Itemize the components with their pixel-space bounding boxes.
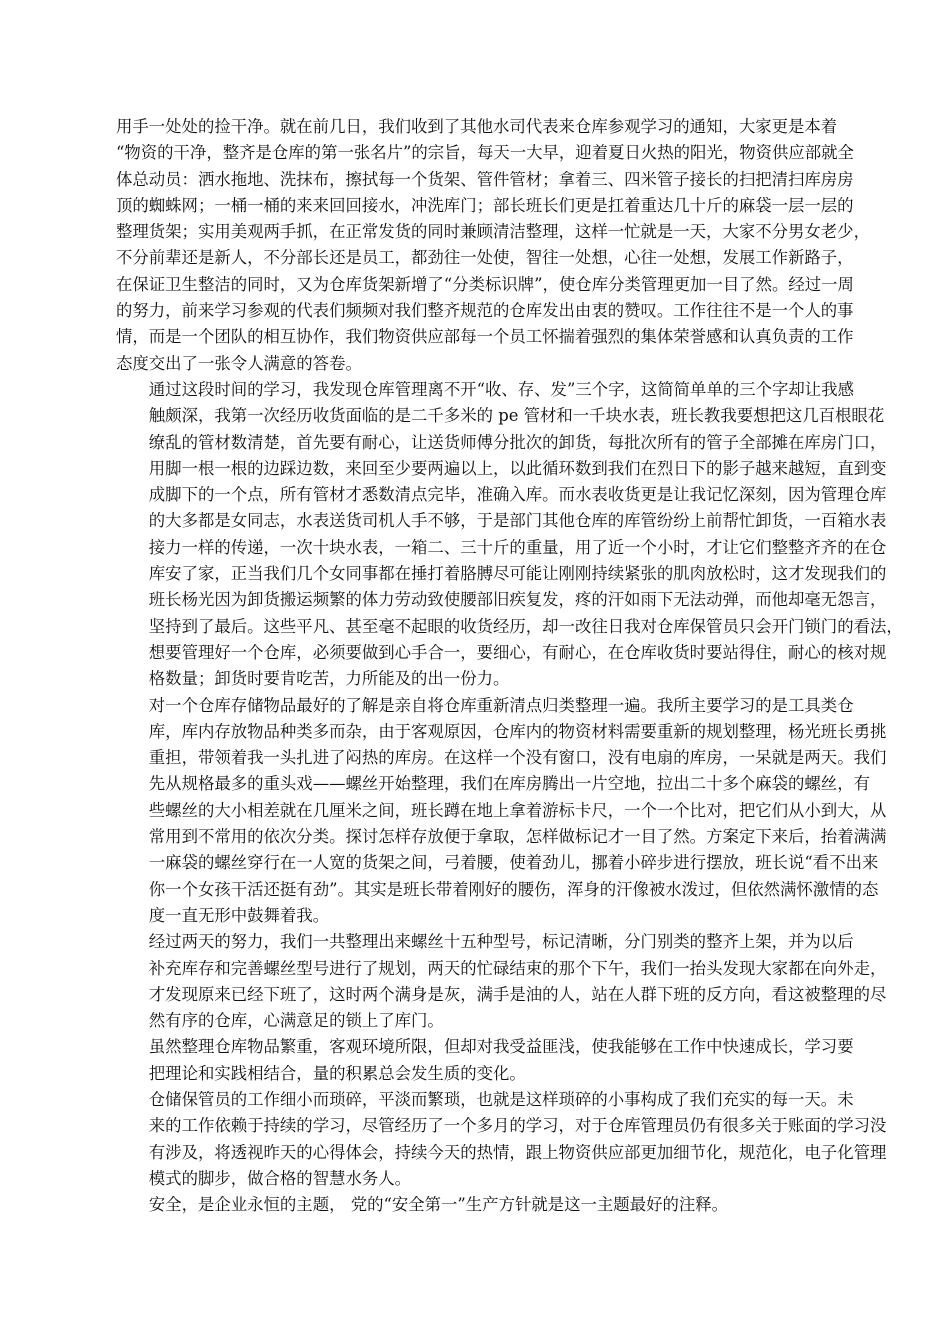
text-line: 然有序的仓库，心满意足的锁上了库门。 xyxy=(148,1011,444,1031)
text-line: 虽然整理仓库物品繁重，客观环境所限，但却对我受益匪浅，使我能够在工作中快速成长，学习要 xyxy=(148,1037,854,1057)
text-line: 库安了家，正当我们几个女同事都在捶打着胳膊尽可能让刚刚持续紧张的肌肉放松时，这才发现我们的 xyxy=(148,564,887,584)
text-line: 想要管理好一个仓库，必须要做到心手合一，要细心，有耐心，在仓库收货时要站得住，耐心的核对规 xyxy=(148,642,887,662)
text-line: 班长杨光因为卸货搬运频繁的体力劳动致使腰部旧疾复发，疼的汗如雨下无法动弹，而他却毫无怨言， xyxy=(148,590,887,610)
text-line: 通过这段时间的学习，我发现仓库管理离不开“收、存、发”三个字，这简简单单的三个字却让我感 xyxy=(148,379,854,399)
text-line: 库，库内存放物品种类多而杂，由于客观原因，仓库内的物资材料需要重新的规划整理，杨光班长勇挑 xyxy=(148,721,887,741)
text-line: 仓储保管员的工作细小而琐碎，平淡而繁琐，也就是这样琐碎的小事构成了我们充实的每一天。未 xyxy=(148,1089,854,1109)
text-line: 对一个仓库存储物品最好的了解是亲自将仓库重新清点归类整理一遍。我所主要学习的是工具类仓 xyxy=(148,695,854,715)
paragraph xyxy=(116,377,903,693)
text-line: 来的工作依赖于持续的学习，尽管经历了一个多月的学习，对于仓库管理员仍有很多关于账面的学习没 xyxy=(148,1116,887,1136)
text-line: 一麻袋的螺丝穿行在一人宽的货架之间，弓着腰，使着劲儿，挪着小碎步进行摆放，班长说“看不出来 xyxy=(148,853,879,873)
text-line: 格数量；卸货时要肯吃苦，力所能及的出一份力。 xyxy=(148,669,510,689)
text-line: 顶的蜘蛛网；一桶一桶的来来回回接水，冲洗库门；部长班长们更是扛着重达几十斤的麻袋一层一层的 xyxy=(116,195,854,215)
text-line: 触颇深，我第一次经历收货面临的是二千多米的 pe 管材和一千块水表，班长教我要想把这几百根眼花 xyxy=(148,406,885,426)
text-line: 用脚一根一根的边踩边数，来回至少要两遍以上，以此循环数到我们在烈日下的影子越来越短，直到变 xyxy=(148,458,887,478)
text-line: 整理货架；实用美观两手抓，在正常发货的同时兼顾清洁整理，这样一忙就是一天，大家不分男女老少， xyxy=(116,222,870,242)
text-line: 的大多都是女同志，水表送货司机人手不够，于是部门其他仓库的库管纷纷上前帮忙卸货，一百箱水表 xyxy=(148,511,887,531)
text-line: 些螺丝的大小相差就在几厘米之间，班长蹲在地上拿着游标卡尺，一个一个比对，把它们从小到大，从 xyxy=(148,800,887,820)
text-line: 你一个女孩干活还挺有劲”。其实是班长带着刚好的腰伤，浑身的汗像被水泼过，但依然满怀激情的态 xyxy=(148,879,879,899)
text-line: 补充库存和完善螺丝型号进行了规划，两天的忙碌结束的那个下午，我们一抬头发现大家都在向外走， xyxy=(148,958,887,978)
text-line: 常用到不常用的依次分类。探讨怎样存放便于拿取，怎样做标记才一目了然。方案定下来后，抬着满满 xyxy=(148,827,887,847)
text-line: 接力一样的传递，一次十块水表，一箱二、三十斤的重量，用了近一个小时，才让它们整整齐齐的在仓 xyxy=(148,537,887,557)
text-line: “物资的干净，整齐是仓库的第一张名片”的宗旨，每天一大早，迎着夏日火热的阳光，物资供应部就全 xyxy=(116,143,854,163)
text-line: 安全，是企业永恒的主题， 党的“安全第一”生产方针就是这一主题最好的注释。 xyxy=(148,1195,729,1215)
text-line: 成脚下的一个点，所有管材才悉数清点完毕，准确入库。而水表收货更是让我记忆深刻，因为管理仓库 xyxy=(148,485,887,505)
text-line: 才发现原来已经下班了，这时两个满身是灰，满手是油的人，站在人群下班的反方向，看这被整理的尽 xyxy=(148,984,887,1004)
text-line: 态度交出了一张令人满意的答卷。 xyxy=(116,353,362,373)
text-line: 缭乱的管材数清楚，首先要有耐心，让送货师傅分批次的卸货，每批次所有的管子全部摊在库房门口， xyxy=(148,432,887,452)
text-line: 重担，带领着我一头扎进了闷热的库房。在这样一个没有窗口，没有电扇的库房，一呆就是两天。我们 xyxy=(148,748,887,768)
text-line: 不分前辈还是新人，不分部长还是员工，都劲往一处使，智往一处想，心往一处想，发展工作新路子， xyxy=(116,248,854,268)
paragraph xyxy=(116,1087,887,1192)
text-line: 情，而是一个团队的相互协作，我们物资供应部每一个员工怀揣着强烈的集体荣誉感和认真负责的工作 xyxy=(116,327,854,347)
paragraph xyxy=(116,693,887,930)
text-line: 度一直无形中鼓舞着我。 xyxy=(148,905,330,925)
paragraph-container xyxy=(116,114,903,1218)
text-line: 用手一处处的捡干净。就在前几日，我们收到了其他水司代表来仓库参观学习的通知，大家更是本着 xyxy=(116,117,838,136)
paragraph xyxy=(116,114,870,377)
text-line: 把理论和实践相结合，量的积累总会发生质的变化。 xyxy=(148,1063,526,1083)
text-line: 坚持到了最后。这些平凡、甚至毫不起眼的收货经历，却一改往日我对仓库保管员只会开门锁门的看法， xyxy=(148,616,903,636)
paragraph xyxy=(116,1034,858,1087)
paragraph xyxy=(116,929,887,1034)
text-line: 先从规格最多的重头戏——螺丝开始整理，我们在库房腾出一片空地，拉出二十多个麻袋的螺丝，有 xyxy=(148,774,870,794)
text-line: 的努力，前来学习参观的代表们频频对我们整齐规范的仓库发出由衷的赞叹。工作往往不是一个人的事 xyxy=(116,301,854,321)
text-line: 经过两天的努力，我们一共整理出来螺丝十五种型号，标记清晰，分门别类的整齐上架，并为以后 xyxy=(148,932,854,952)
paragraph xyxy=(116,1192,858,1218)
text-line: 体总动员：洒水拖地、洗抹布，擦拭每一个货架、管件管材；拿着三、四米管子接长的扫把清扫库房房 xyxy=(116,169,854,189)
text-line: 在保证卫生整洁的同时，又为仓库货架新增了“分类标识牌”，使仓库分类管理更加一目了然。经过一周 xyxy=(116,274,854,294)
text-line: 模式的脚步，做合格的智慧水务人。 xyxy=(148,1168,412,1188)
text-line: 有涉及，将透视昨天的心得体会，持续今天的热情，跟上物资供应部更加细节化，规范化，电子化管理 xyxy=(148,1142,887,1162)
document-body xyxy=(116,114,903,1218)
